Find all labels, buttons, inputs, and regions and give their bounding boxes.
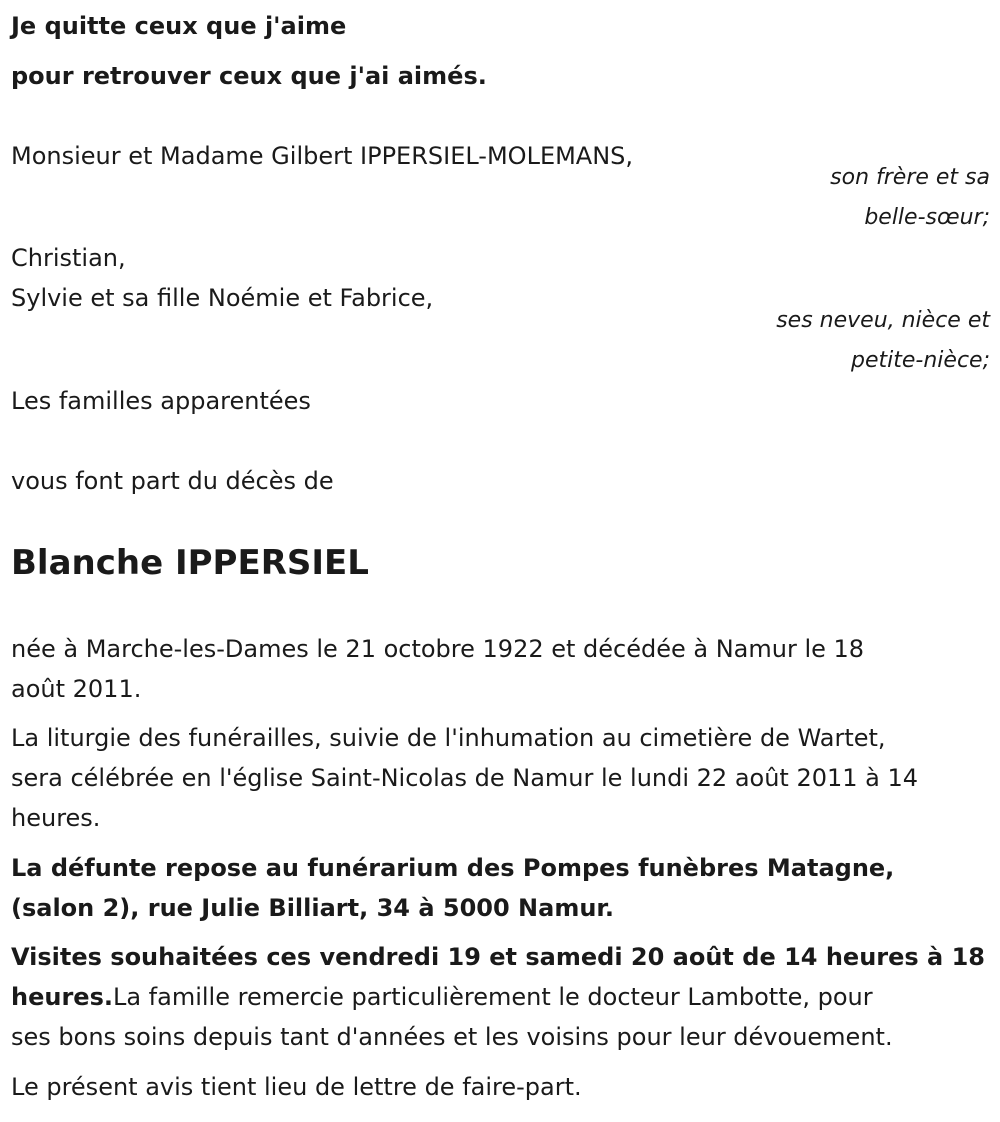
- nephew-relation-1: ses neveu, nièce et: [776, 308, 990, 333]
- nephew-name: Christian,: [11, 244, 126, 272]
- visits-hours-end: heures.: [11, 983, 113, 1011]
- thanks-text-start: La famille remercie particulièrement le docteur Lambotte, pour: [112, 983, 873, 1011]
- brother-relation-2: belle-sœur;: [864, 205, 990, 230]
- deceased-name: Blanche IPPERSIEL: [11, 543, 369, 583]
- visits-line-2: [11, 977, 873, 1017]
- nephew-relation-2: petite-nièce;: [851, 348, 990, 373]
- repose-line-1: La défunte repose au funérarium des Pompes funèbres Matagne,: [11, 854, 895, 882]
- birth-death-line-2: août 2011.: [11, 675, 142, 703]
- announcement-text: vous font part du décès de: [11, 467, 334, 495]
- related-families: Les familles apparentées: [11, 387, 311, 415]
- repose-line-2: (salon 2), rue Julie Billiart, 34 à 5000 Namur.: [11, 894, 614, 922]
- birth-death-line-1: née à Marche-les-Dames le 21 octobre 1922 et décédée à Namur le 18: [11, 635, 865, 663]
- closing-line: Le présent avis tient lieu de lettre de faire-part.: [11, 1073, 582, 1101]
- brother-names: Monsieur et Madame Gilbert IPPERSIEL-MOLEMANS,: [11, 142, 634, 170]
- visits-line-1: Visites souhaitées ces vendredi 19 et samedi 20 août de 14 heures à 18: [11, 943, 985, 971]
- thanks-line: ses bons soins depuis tant d'années et les voisins pour leur dévouement.: [11, 1023, 893, 1051]
- brother-relation-1: son frère et sa: [830, 165, 990, 190]
- liturgy-line-1: La liturgie des funérailles, suivie de l'inhumation au cimetière de Wartet,: [11, 724, 886, 752]
- liturgy-line-3: heures.: [11, 804, 101, 832]
- quote-line-1: Je quitte ceux que j'aime: [11, 12, 347, 40]
- quote-line-2: pour retrouver ceux que j'ai aimés.: [11, 62, 487, 90]
- niece-names: Sylvie et sa fille Noémie et Fabrice,: [11, 284, 434, 312]
- liturgy-line-2: sera célébrée en l'église Saint-Nicolas de Namur le lundi 22 août 2011 à 14: [11, 764, 919, 792]
